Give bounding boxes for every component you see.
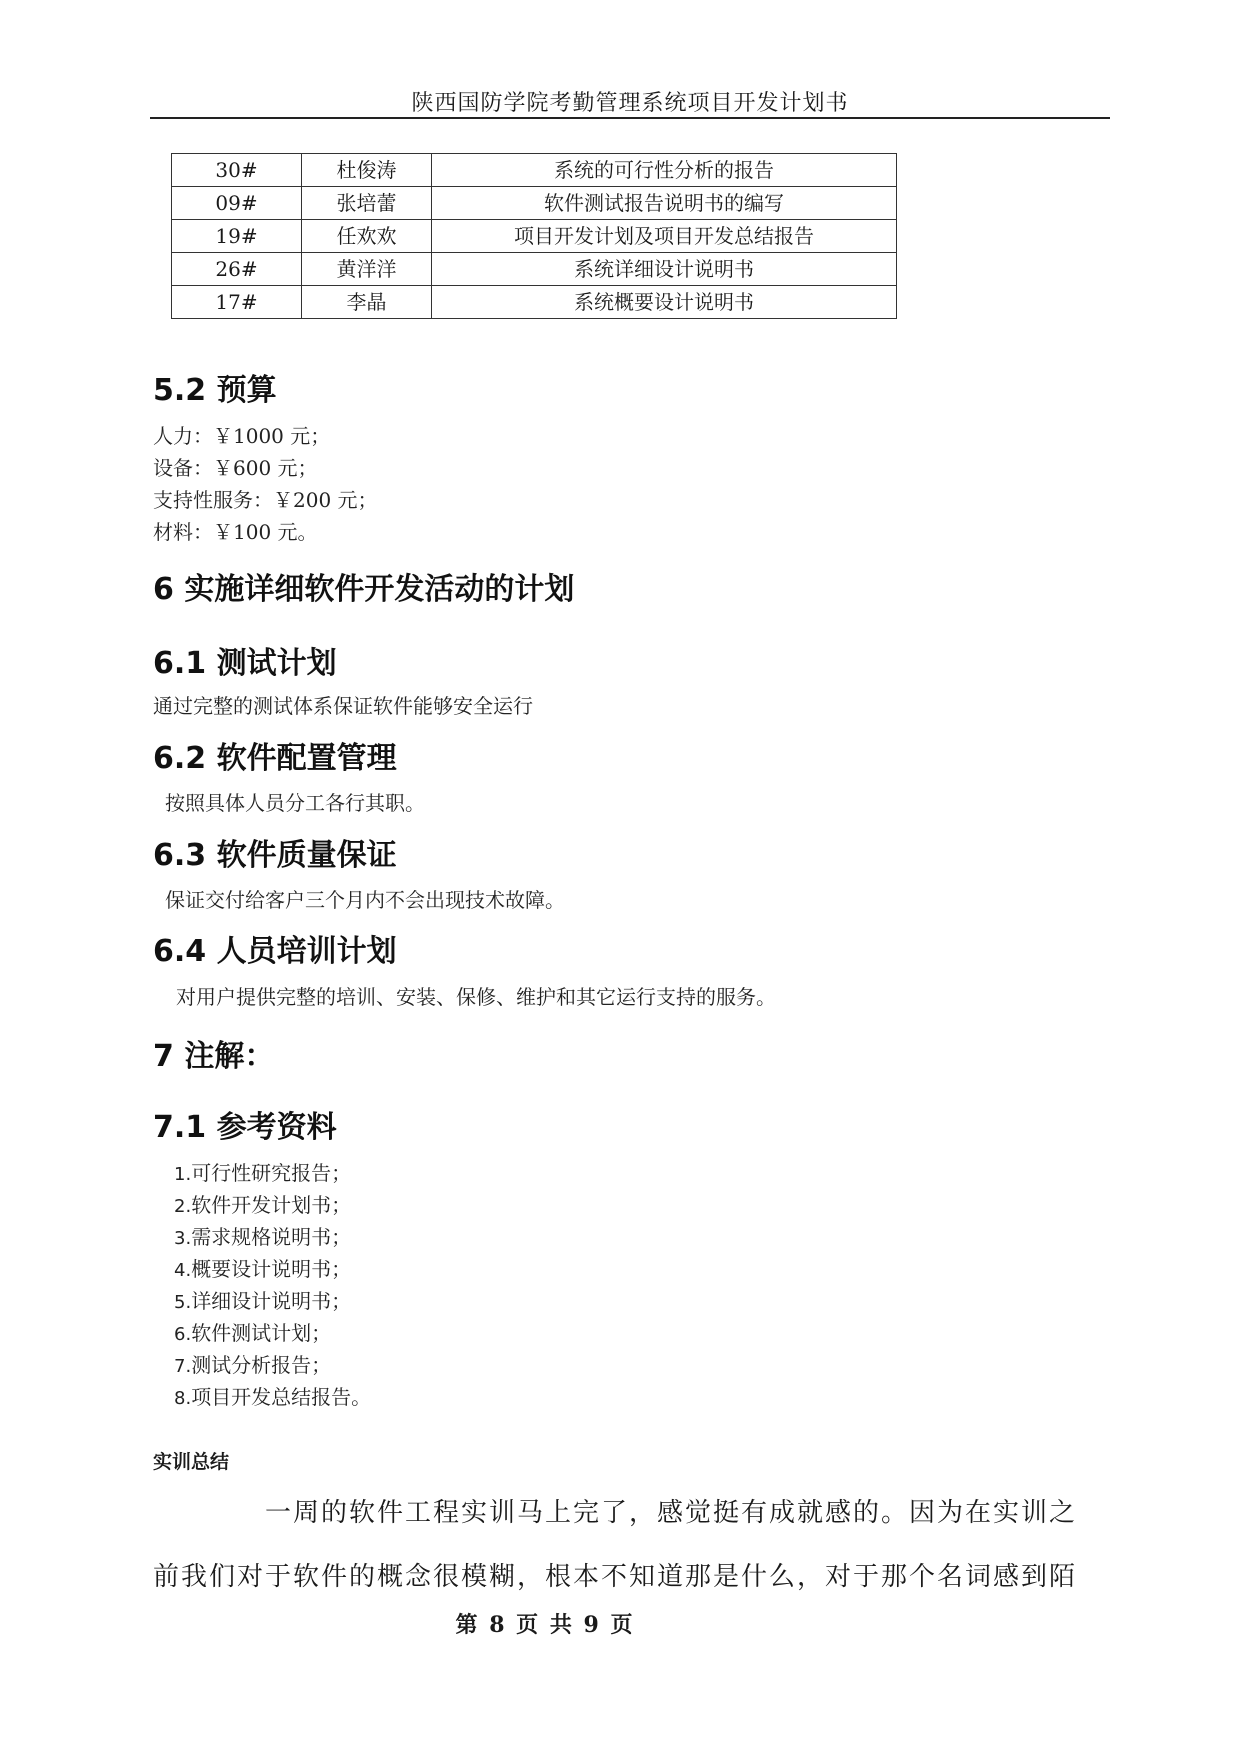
header-divider (150, 117, 1110, 119)
table-row (172, 154, 897, 187)
table-cell-id: 09# (172, 187, 302, 220)
reference-text: 概要设计说明书； (191, 1257, 352, 1281)
heading-6-2-config: 6.2 软件配置管理 (153, 741, 397, 776)
budget-item-labor: 人力：￥1000 元； (153, 424, 331, 448)
heading-6-plan: 6 实施详细软件开发活动的计划 (153, 572, 575, 607)
table-cell-name: 黄洋洋 (302, 253, 432, 286)
budget-item-equipment: 设备：￥600 元； (153, 456, 318, 480)
reference-item (174, 1253, 351, 1282)
table-cell-task: 系统概要设计说明书 (432, 286, 897, 319)
table-row (172, 286, 897, 319)
heading-6-4-training: 6.4 人员培训计划 (153, 934, 397, 969)
text-6-1: 通过完整的测试体系保证软件能够安全运行 (153, 694, 533, 718)
reference-text: 可行性研究报告； (191, 1161, 352, 1185)
reference-text: 需求规格说明书； (191, 1225, 352, 1249)
reference-item (174, 1157, 351, 1186)
reference-item (174, 1221, 351, 1250)
heading-6-1-test-plan: 6.1 测试计划 (153, 646, 337, 681)
assignment-table (171, 153, 897, 319)
table-cell-id: 19# (172, 220, 302, 253)
table-cell-task: 系统的可行性分析的报告 (432, 154, 897, 187)
text-6-2: 按照具体人员分工各行其职。 (165, 791, 425, 815)
heading-7-1-references: 7.1 参考资料 (153, 1110, 337, 1145)
table-cell-id: 17# (172, 286, 302, 319)
heading-6-3-quality: 6.3 软件质量保证 (153, 838, 397, 873)
heading-7-notes: 7 注解： (153, 1039, 275, 1074)
table-cell-id: 26# (172, 253, 302, 286)
table-row (172, 187, 897, 220)
reference-item (174, 1317, 331, 1346)
reference-item (174, 1189, 351, 1218)
table-cell-name: 张培蕾 (302, 187, 432, 220)
reference-number: 5. (174, 1292, 192, 1313)
reference-number: 6. (174, 1324, 192, 1345)
reference-item (174, 1381, 371, 1410)
heading-5-2-budget: 5.2 预算 (153, 373, 277, 408)
reference-number: 2. (174, 1196, 192, 1217)
table-cell-name: 任欢欢 (302, 220, 432, 253)
table-row (172, 220, 897, 253)
reference-text: 详细设计说明书； (191, 1289, 352, 1313)
budget-item-material: 材料：￥100 元。 (153, 520, 318, 544)
table-cell-name: 杜俊涛 (302, 154, 432, 187)
page-number-footer: 第 8 页 共 9 页 (455, 1612, 635, 1638)
reference-number: 7. (174, 1356, 192, 1377)
summary-paragraph-line: 一周的软件工程实训马上完了，感觉挺有成就感的。因为在实训之 (265, 1498, 1078, 1528)
summary-title: 实训总结 (153, 1451, 230, 1473)
page-header-title: 陕西国防学院考勤管理系统项目开发计划书 (411, 91, 849, 116)
table-cell-task: 项目开发计划及项目开发总结报告 (432, 220, 897, 253)
text-6-4: 对用户提供完整的培训、安装、保修、维护和其它运行支持的服务。 (176, 985, 776, 1009)
text-6-3: 保证交付给客户三个月内不会出现技术故障。 (165, 888, 565, 912)
reference-number: 3. (174, 1228, 192, 1249)
table-cell-name: 李晶 (302, 286, 432, 319)
reference-item (174, 1349, 331, 1378)
reference-number: 4. (174, 1260, 192, 1281)
reference-text: 测试分析报告； (191, 1353, 332, 1377)
budget-item-support: 支持性服务：￥200 元； (153, 488, 378, 512)
summary-paragraph-line: 前我们对于软件的概念很模糊，根本不知道那是什么，对于那个名词感到陌 (153, 1562, 1078, 1592)
reference-text: 软件开发计划书； (191, 1193, 352, 1217)
reference-text: 项目开发总结报告。 (191, 1385, 372, 1409)
table-row (172, 253, 897, 286)
table-cell-task: 系统详细设计说明书 (432, 253, 897, 286)
reference-text: 软件测试计划； (191, 1321, 332, 1345)
reference-number: 8. (174, 1388, 192, 1409)
reference-number: 1. (174, 1164, 192, 1185)
table-cell-id: 30# (172, 154, 302, 187)
reference-item (174, 1285, 351, 1314)
table-cell-task: 软件测试报告说明书的编写 (432, 187, 897, 220)
